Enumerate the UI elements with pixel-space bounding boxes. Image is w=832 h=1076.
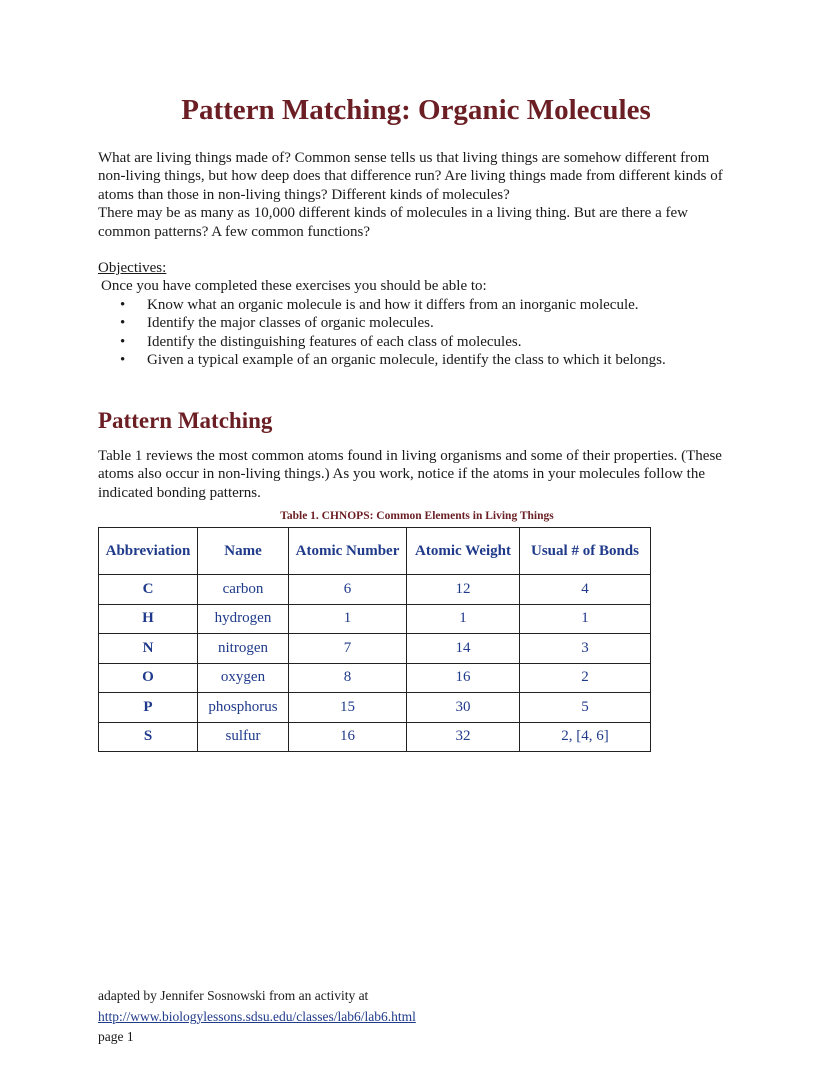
column-header: Abbreviation bbox=[99, 528, 198, 575]
column-header: Usual # of Bonds bbox=[520, 528, 651, 575]
column-header: Name bbox=[198, 528, 289, 575]
cell-bonds: 2, [4, 6] bbox=[520, 722, 651, 752]
cell-atomic-number: 8 bbox=[289, 663, 407, 693]
column-header: Atomic Number bbox=[289, 528, 407, 575]
cell-atomic-number: 15 bbox=[289, 693, 407, 723]
table-row bbox=[99, 663, 651, 693]
cell-atomic-weight: 30 bbox=[407, 693, 520, 723]
bullet-icon: • bbox=[120, 333, 126, 350]
bullet-icon: • bbox=[120, 297, 126, 313]
cell-atomic-number: 7 bbox=[289, 634, 407, 664]
table-row bbox=[99, 575, 651, 605]
cell-name: hydrogen bbox=[198, 604, 289, 634]
cell-name: nitrogen bbox=[198, 634, 289, 664]
cell-abbreviation: P bbox=[99, 693, 198, 723]
list-item: • Identify the major classes of organic molecules. bbox=[120, 315, 434, 332]
bullet-icon: • bbox=[120, 315, 126, 332]
source-link[interactable]: http://www.biologylessons.sdsu.edu/classes/lab6/lab6.html bbox=[98, 1008, 416, 1024]
cell-bonds: 3 bbox=[520, 634, 651, 664]
cell-bonds: 2 bbox=[520, 663, 651, 693]
intro-text bbox=[98, 149, 738, 241]
cell-abbreviation: N bbox=[99, 634, 198, 664]
objectives-intro: Once you have completed these exercises you should be able to: bbox=[101, 278, 487, 294]
section-text: Table 1 reviews the most common atoms found in living organisms and some of their properties. (These atoms also occur in non-living things.) As you work, notice if the atoms in your molecules follow the indicated bonding patterns. bbox=[98, 448, 722, 501]
section-heading: Pattern Matching bbox=[98, 408, 273, 433]
cell-bonds: 5 bbox=[520, 693, 651, 723]
cell-atomic-weight: 16 bbox=[407, 663, 520, 693]
cell-abbreviation: C bbox=[99, 575, 198, 605]
cell-atomic-weight: 32 bbox=[407, 722, 520, 752]
cell-abbreviation: S bbox=[99, 722, 198, 752]
table-row bbox=[99, 634, 651, 664]
table-header-row bbox=[99, 528, 651, 575]
cell-atomic-weight: 14 bbox=[407, 634, 520, 664]
cell-abbreviation: O bbox=[99, 663, 198, 693]
footer-credit: adapted by Jennifer Sosnowski from an activity at bbox=[98, 988, 369, 1003]
cell-atomic-number: 16 bbox=[289, 722, 407, 752]
list-item: • Identify the distinguishing features of each class of molecules. bbox=[120, 333, 522, 350]
list-item: • Given a typical example of an organic molecule, identify the class to which it belongs. bbox=[120, 351, 666, 368]
intro-paragraph: There may be as many as 10,000 different kinds of molecules in a living thing. But are there a few common patterns? A few common functions? bbox=[98, 205, 688, 240]
column-header: Atomic Weight bbox=[407, 528, 520, 575]
cell-name: phosphorus bbox=[198, 693, 289, 723]
cell-atomic-number: 1 bbox=[289, 604, 407, 634]
table-row bbox=[99, 604, 651, 634]
cell-atomic-weight: 1 bbox=[407, 604, 520, 634]
cell-abbreviation: H bbox=[99, 604, 198, 634]
cell-atomic-weight: 12 bbox=[407, 575, 520, 605]
cell-name: oxygen bbox=[198, 663, 289, 693]
bullet-icon: • bbox=[120, 351, 126, 368]
cell-atomic-number: 6 bbox=[289, 575, 407, 605]
cell-name: sulfur bbox=[198, 722, 289, 752]
table-caption: Table 1. CHNOPS: Common Elements in Living Things bbox=[280, 510, 554, 522]
cell-bonds: 1 bbox=[520, 604, 651, 634]
intro-paragraph: What are living things made of? Common sense tells us that living things are somehow different from non-living things, but how deep does that difference run? Are living things made from different kinds of atoms than those in non-living things? Different kinds of molecules? bbox=[98, 150, 723, 203]
elements-table bbox=[98, 527, 651, 752]
list-item: • Know what an organic molecule is and how it differs from an inorganic molecule. bbox=[120, 297, 639, 313]
table-row bbox=[99, 693, 651, 723]
page-number: page 1 bbox=[98, 1029, 134, 1044]
objectives-heading: Objectives: bbox=[98, 260, 167, 276]
page-title: Pattern Matching: Organic Molecules bbox=[181, 94, 651, 126]
cell-bonds: 4 bbox=[520, 575, 651, 605]
footer bbox=[98, 986, 416, 1048]
table-row bbox=[99, 722, 651, 752]
cell-name: carbon bbox=[198, 575, 289, 605]
objectives-list bbox=[120, 296, 666, 369]
